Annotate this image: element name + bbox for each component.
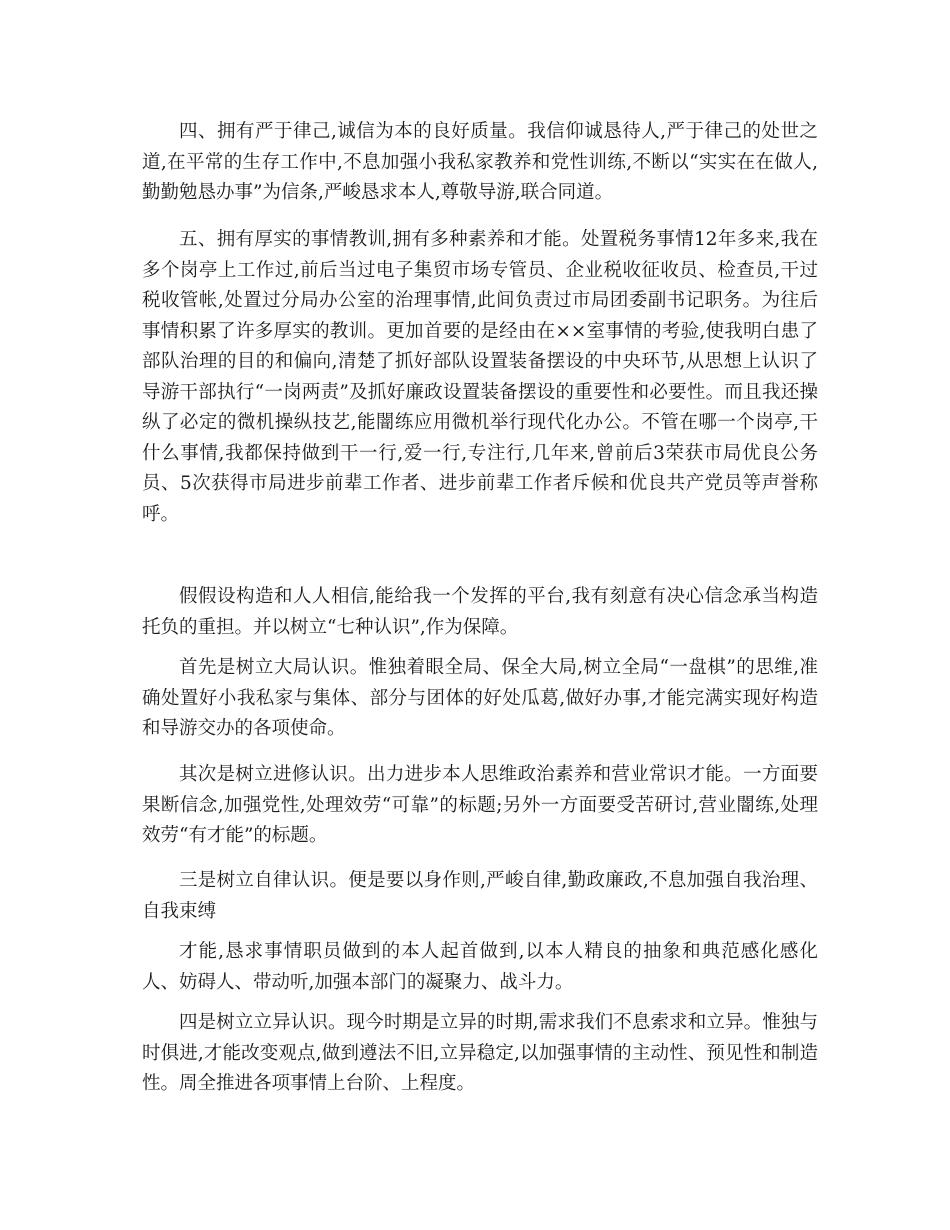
paragraph-self-discipline-continued: 才能,恳求事情职员做到的本人起首做到,以本人精良的抽象和典范感化感化人、妨碍人、带动听,加强本部门的凝聚力、战斗力。 [142,941,818,993]
paragraph-commitment: 假假设构造和人人相信,能给我一个发挥的平台,我有刻意有决心信念承当构造托负的重担。并以树立“七种认识”,作为保障。 [142,586,818,638]
paragraph-self-discipline: 三是树立自律认识。便是要以身作则,严峻自律,勤政廉政,不息加强自我治理、自我束缚 [142,870,818,922]
paragraph-quality: 四、拥有严于律己,诚信为本的良好质量。我信仰诚恳待人,严于律己的处世之道,在平常的生存工作中,不息加强小我私家教养和党性训练,不断以“实实在在做人,勤勤勉恳办事”为信条,严峻恳求本人,尊敬导游,联合同道。 [142,121,818,203]
paragraph-experience: 五、拥有厚实的事情教训,拥有多种素养和才能。处置税务事情12年多来,我在多个岗亭上工作过,前后当过电子集贸市场专管员、企业税收征收员、检查员,干过税收管帐,处置过分局办公室的治理事情,此间负责过市局团委副书记职务。为往后事情积累了许多厚实的教训。更加首要的是经由在××室事情的考验,使我明白患了部队治理的目的和偏向,清楚了抓好部队设置装备摆设的中央环节,从思想上认识了导游干部执行“一岗两责”及抓好廉政设置装备摆设的重要性和必要性。而且我还操纵了必定的微机操纵技艺,能闇练应用微机举行现代化办公。不管在哪一个岗亭,干什么事情,我都保持做到干一行,爱一行,专注行,几年来,曾前后3荣获市局优良公务员、5次获得市局进步前辈工作者、进步前辈工作者斥候和优良共产党员等声誉称呼。 [142,229,818,525]
paragraph-learning-awareness: 其次是树立进修认识。出力进步本人思维政治素养和营业常识才能。一方面要果断信念,加强党性,处理效劳“可靠”的标题;另外一方面要受苦研讨,营业闇练,处理效劳“有才能”的标题。 [142,764,818,846]
paragraph-overall-awareness: 首先是树立大局认识。惟独着眼全局、保全大局,树立全局“一盘棋”的思维,准确处置好小我私家与集体、部分与团体的好处瓜葛,做好办事,才能完满实现好构造和导游交办的各项使命。 [142,657,818,739]
paragraph-innovation-awareness: 四是树立立异认识。现今时期是立异的时期,需求我们不息索求和立异。惟独与时俱进,才能改变观点,做到遵法不旧,立异稳定,以加强事情的主动性、预见性和制造性。周全推进各项事情上台阶、上程度。 [142,1012,818,1094]
